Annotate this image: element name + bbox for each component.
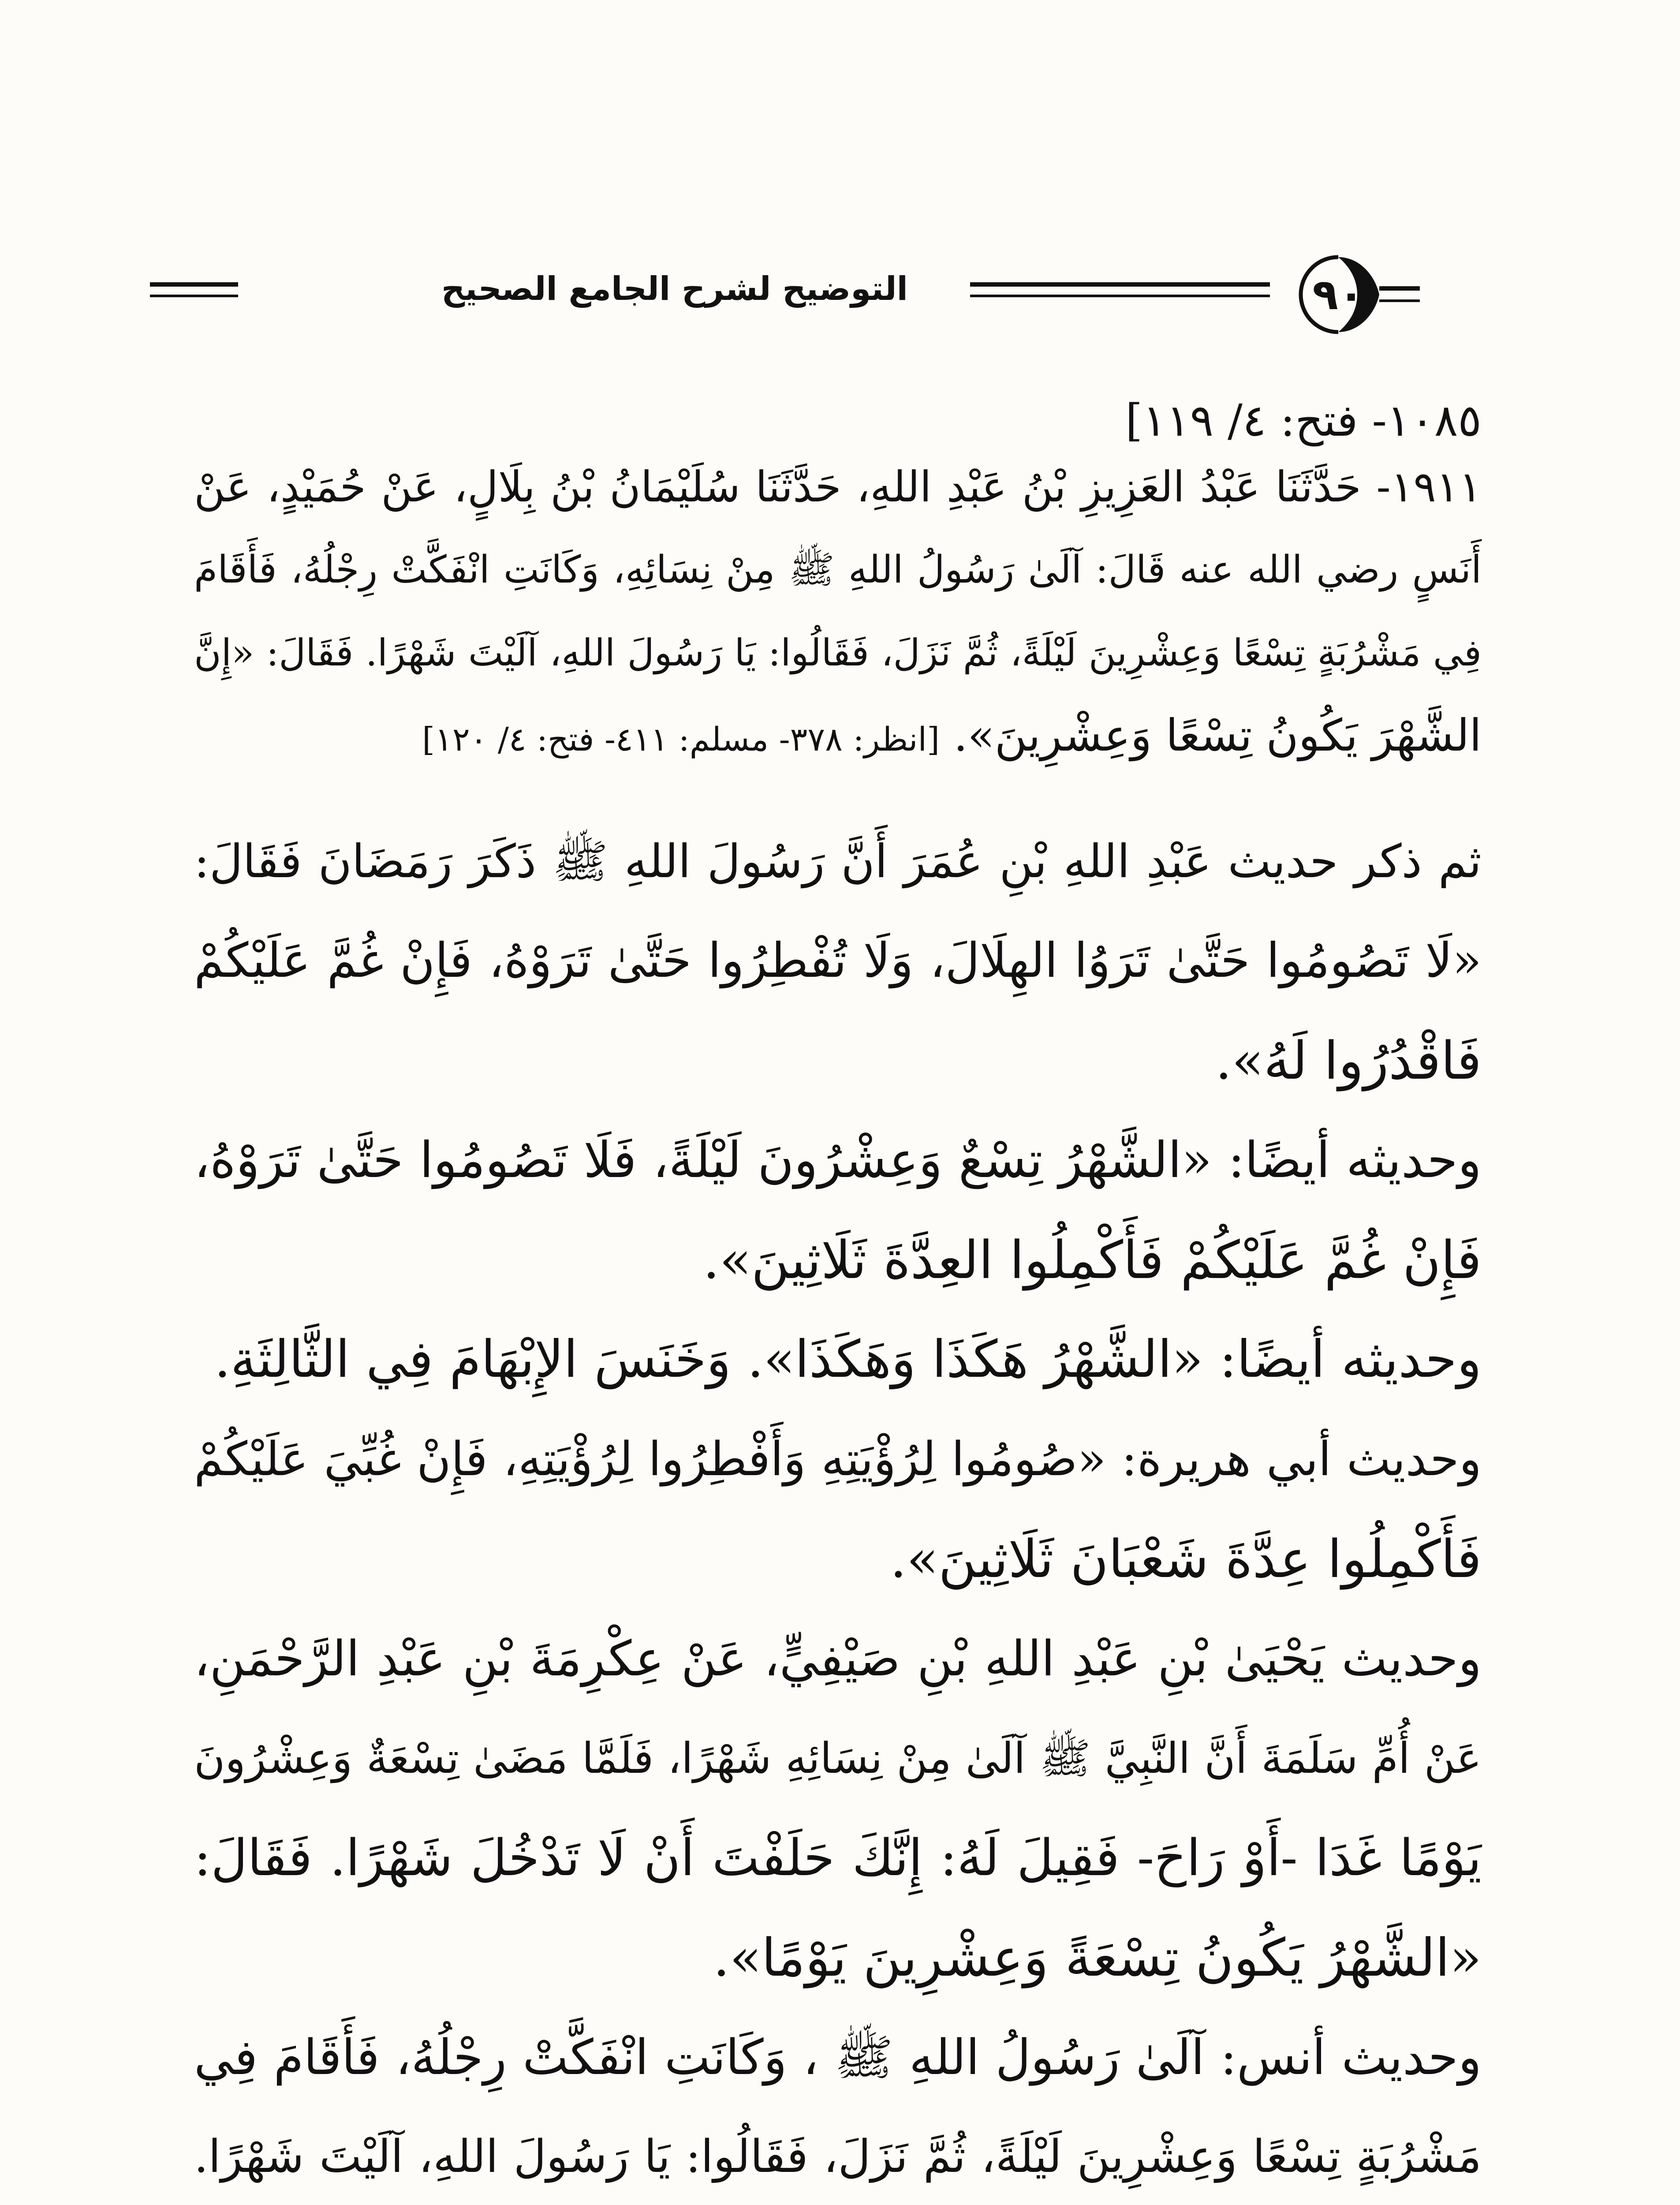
header-rule-middle-bottom [970,295,1270,297]
paragraph-ibn-umar [194,811,1482,1110]
text-line: عَنْ أُمِّ سَلَمَةَ أَنَّ النَّبِيَّ ﷺ آلَىٰ مِنْ نِسَائِهِ شَهْرًا، فَلَمَّا مَضَىٰ تِسْعَةٌ وَعِشْرُونَ [194,1734,1482,1783]
text-line: وحديث أنس: آلَىٰ رَسُولُ اللهِ ﷺ ، وَكَانَتِ انْفَكَّتْ رِجْلُهُ، فَأَقَامَ فِي [194,2029,1482,2085]
text-line: وحديثه أيضًا: «الشَّهْرُ هَكَذَا وَهَكَذَا». وَخَنَسَ الإِبْهَامَ فِي الثَّالِثَةِ. [214,1330,1482,1389]
hadith-reference: [انظر: ٣٧٨- مسلم: ٤١١- فتح: ٤/ ١٢٠] [422,721,940,759]
reference-line: ١٠٨٥- فتح: ٤/ ١١٩] [1125,395,1482,446]
hadith-line: فِي مَشْرُبَةٍ تِسْعًا وَعِشْرِينَ لَيْلَةً، ثُمَّ نَزَلَ، فَقَالُوا: يَا رَسُولَ اللهِ، آلَيْتَ شَهْرًا. فَقَالَ: «إِنَّ [194,631,1482,674]
text-line: ثم ذكر حديث عَبْدِ اللهِ بْنِ عُمَرَ أَنَّ رَسُولَ اللهِ ﷺ ذَكَرَ رَمَضَانَ فَقَالَ: [194,834,1482,888]
text-line: «لَا تَصُومُوا حَتَّىٰ تَرَوُا الهِلَالَ، وَلَا تُفْطِرُوا حَتَّىٰ تَرَوْهُ، فَإِنْ غُمَّ عَلَيْكُمْ [194,933,1482,988]
paragraph-anas [194,2007,1482,2205]
commentary-body [194,811,1482,2205]
hadith-1911 [194,445,1482,781]
header-rule-left-bottom [150,295,238,297]
text-line: فَاقْدُرُوا لَهُ». [1215,1030,1482,1091]
text-line: يَوْمًا غَدَا -أَوْ رَاحَ- فَقِيلَ لَهُ: إِنَّكَ حَلَفْتَ أَنْ لَا تَدْخُلَ شَهْرًا. فَقَالَ: [194,1828,1482,1887]
text-line: وحديث أبي هريرة: «صُومُوا لِرُؤْيَتِهِ وَأَفْطِرُوا لِرُؤْيَتِهِ، فَإِنْ غُبِّيَ عَلَيْكُمْ [194,1432,1482,1486]
paragraph-umm-salamah [194,1609,1482,2007]
hadith-line-last [194,694,1482,781]
running-title: التوضيح لشرح الجامع الصحيح [441,270,908,308]
text-line: فَإِنْ غُمَّ عَلَيْكُمْ فَأَكْمِلُوا العِدَّةَ ثَلَاثِينَ». [703,1230,1482,1290]
text-line: وحديثه أيضًا: «الشَّهْرُ تِسْعٌ وَعِشْرُونَ لَيْلَةً، فَلَا تَصُومُوا حَتَّىٰ تَرَوْهُ، [194,1132,1482,1189]
text-line: فَأَكْمِلُوا عِدَّةَ شَعْبَانَ ثَلَاثِينَ». [890,1529,1482,1589]
running-header [150,247,1473,335]
hadith-line: ١٩١١- حَدَّثَنَا عَبْدُ العَزِيزِ بْنُ عَبْدِ اللهِ، حَدَّثَنَا سُلَيْمَانُ بْنُ بِلَالٍ، عَنْ حُمَيْدٍ، عَنْ [194,462,1482,512]
page-number-badge [1261,250,1420,339]
hadith-line: أَنَسٍ رضي الله عنه قَالَ: آلَىٰ رَسُولُ اللهِ ﷺ مِنْ نِسَائِهِ، وَكَانَتِ انْفَكَّتْ رِجْلُهُ، فَأَقَامَ [194,548,1482,592]
header-rule-left-top [150,282,238,287]
text-line: مَشْرُبَةٍ تِسْعًا وَعِشْرِينَ لَيْلَةً، ثُمَّ نَزَلَ، فَقَالُوا: يَا رَسُولَ اللهِ، آلَيْتَ شَهْرًا. [194,2130,1482,2183]
page-number: ٩٠ [1312,270,1364,319]
paragraph-abu-hurairah [194,1409,1482,1609]
paragraph-hadith-3 [194,1310,1482,1409]
text-line: «الشَّهْرُ يَكُونُ تِسْعَةً وَعِشْرِينَ يَوْمًا». [713,1927,1482,1988]
hadith-text: الشَّهْرَ يَكُونُ تِسْعًا وَعِشْرِينَ». [953,710,1482,761]
paragraph-hadith-2 [194,1110,1482,1310]
header-rule-middle-top [970,282,1270,287]
text-line: وحديث يَحْيَىٰ بْنِ عَبْدِ اللهِ بْنِ صَيْفِيٍّ، عَنْ عِكْرِمَةَ بْنِ عَبْدِ الرَّحْمَنِ، [194,1630,1482,1687]
